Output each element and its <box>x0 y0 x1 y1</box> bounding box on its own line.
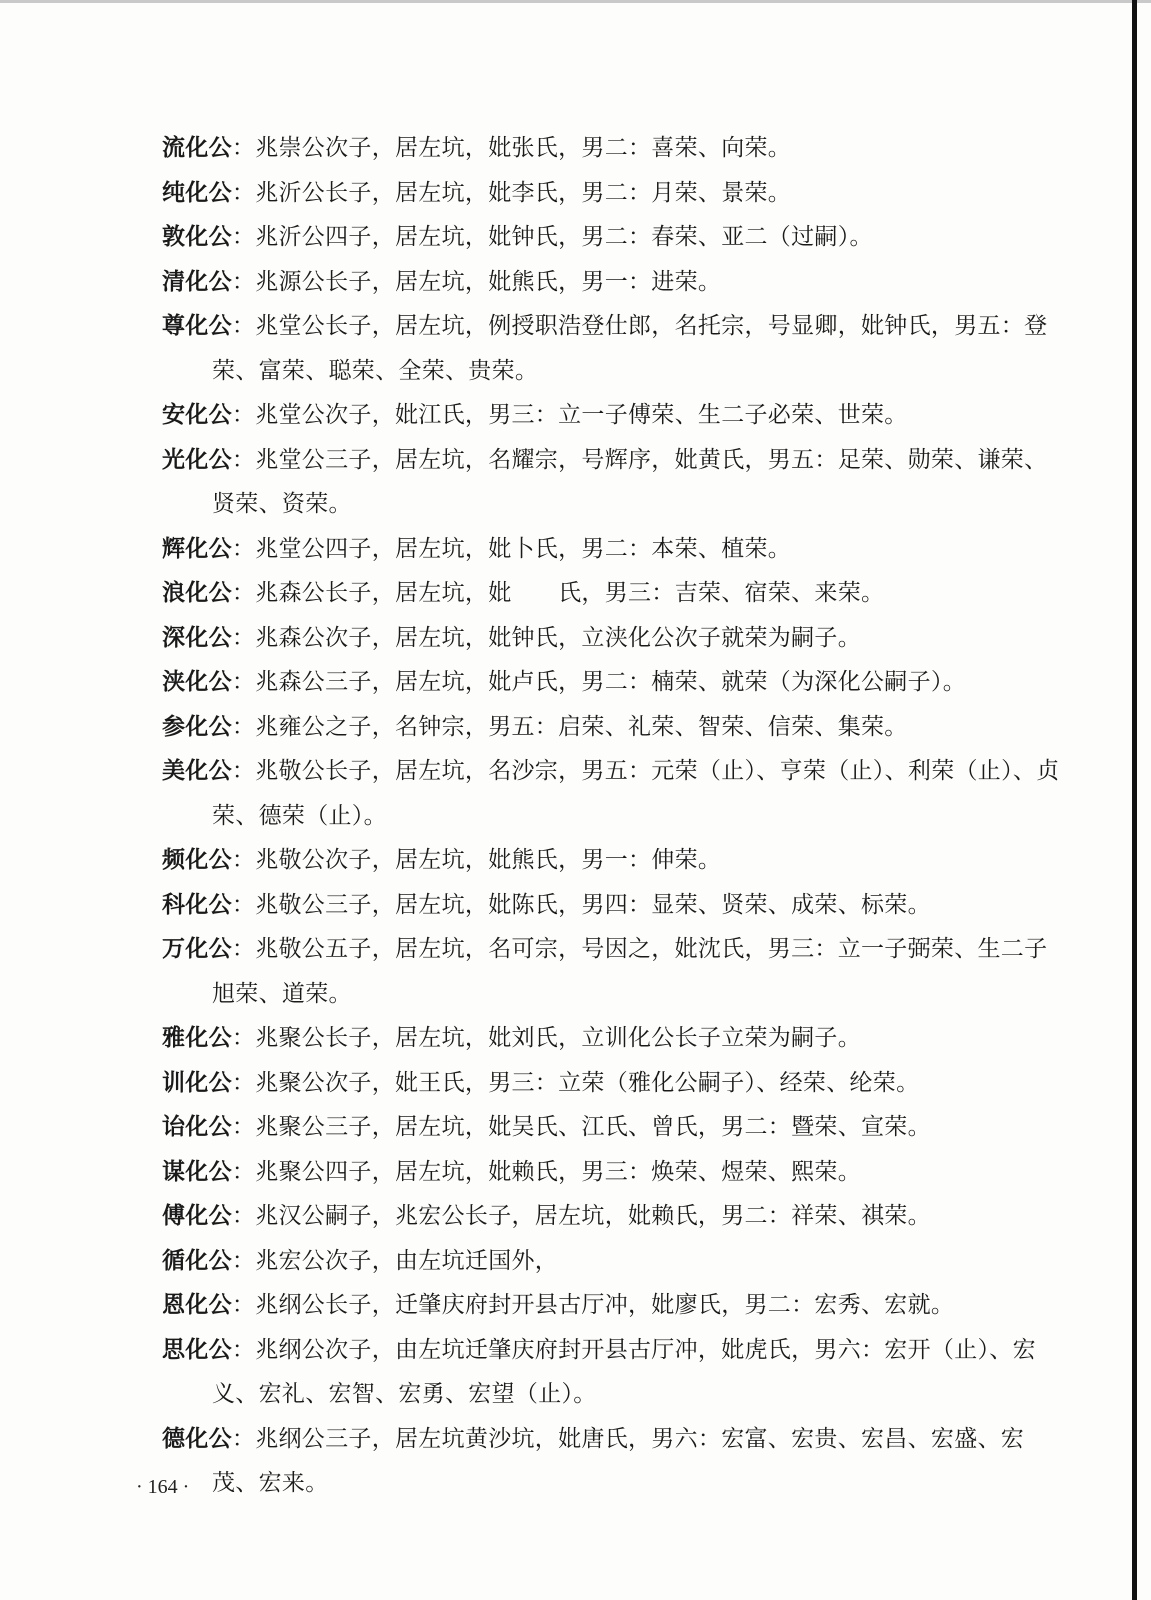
entry-6 <box>162 393 1062 438</box>
entry-name: 清化公 <box>162 268 232 295</box>
genealogy-entries <box>162 126 1062 1506</box>
entry-3 <box>162 215 1062 260</box>
entry-text: ：兆敬公五子，居左坑，名可宗，号因之，妣沈氏，男三：立一子弼荣、生二子旭荣、道荣。 <box>212 936 1048 1007</box>
entry-20 <box>162 1150 1062 1195</box>
scan-top-edge <box>0 0 1151 3</box>
entry-17 <box>162 1016 1062 1061</box>
entry-text: ：兆宏公次子，由左坑迁国外， <box>231 1247 559 1274</box>
entry-16 <box>162 927 1062 1016</box>
entry-8 <box>162 527 1062 572</box>
entry-name: 频化公 <box>162 847 232 873</box>
entry-text: ：兆沂公四子，居左坑，妣钟氏，男二：春荣、亚二（过嗣）。 <box>231 224 873 250</box>
entry-text: ：兆森公次子，居左坑，妣钟氏，立浃化公次子就荣为嗣子。 <box>231 624 862 651</box>
entry-11 <box>162 660 1062 705</box>
entry-text: ：兆聚公次子，妣王氏，男三：立荣（雅化公嗣子）、经荣、纶荣。 <box>231 1069 920 1096</box>
entry-25 <box>162 1417 1062 1506</box>
entry-21 <box>162 1194 1062 1239</box>
entry-name: 科化公 <box>162 891 232 918</box>
entry-13 <box>162 749 1062 838</box>
entry-name: 循化公 <box>162 1247 232 1274</box>
entry-name: 浃化公 <box>162 669 232 695</box>
entry-name: 纯化公 <box>162 179 232 206</box>
entry-14 <box>162 838 1062 883</box>
entry-text: ：兆森公长子，居左坑，妣 氏，男三：吉荣、宿荣、来荣。 <box>231 580 885 606</box>
entry-10 <box>162 616 1062 661</box>
entry-name: 参化公 <box>162 713 232 740</box>
entry-text: ：兆沂公长子，居左坑，妣李氏，男二：月荣、景荣。 <box>231 179 792 206</box>
entry-name: 辉化公 <box>162 535 232 562</box>
entry-text: ：兆聚公三子，居左坑，妣吴氏、江氏、曾氏，男二：暨荣、宣荣。 <box>231 1114 931 1140</box>
entry-text: ：兆森公三子，居左坑，妣卢氏，男二：楠荣、就荣（为深化公嗣子）。 <box>231 669 967 695</box>
entry-text: ：兆雍公之子，名钟宗，男五：启荣、礼荣、智荣、信荣、集荣。 <box>231 713 908 740</box>
entry-name: 诒化公 <box>162 1114 232 1140</box>
entry-name: 安化公 <box>162 402 232 428</box>
entry-name: 尊化公 <box>162 313 232 339</box>
entry-text: ：兆崇公次子，居左坑，妣张氏，男二：喜荣、向荣。 <box>231 135 792 161</box>
entry-name: 恩化公 <box>162 1292 232 1318</box>
entry-1 <box>162 126 1062 171</box>
entry-name: 雅化公 <box>162 1025 232 1051</box>
entry-text: ：兆聚公四子，居左坑，妣赖氏，男三：焕荣、煜荣、熙荣。 <box>231 1158 862 1185</box>
entry-text: ：兆敬公三子，居左坑，妣陈氏，男四：显荣、贤荣、成荣、标荣。 <box>231 891 931 918</box>
entry-text: ：兆汉公嗣子，兆宏公长子，居左坑，妣赖氏，男二：祥荣、祺荣。 <box>231 1203 931 1229</box>
scan-right-edge <box>1132 0 1137 1600</box>
entry-text: ：兆堂公三子，居左坑，名耀宗，号辉序，妣黄氏，男五：足荣、勋荣、谦荣、贤荣、资荣。 <box>212 446 1048 517</box>
entry-9 <box>162 571 1062 616</box>
entry-text: ：兆堂公长子，居左坑，例授职浩登仕郎，名托宗，号显卿，妣钟氏，男五：登荣、富荣、聪荣、全荣、贵荣。 <box>212 313 1048 384</box>
entry-text: ：兆堂公四子，居左坑，妣卜氏，男二：本荣、植荣。 <box>231 535 792 562</box>
entry-text: ：兆敬公长子，居左坑，名沙宗，男五：元荣（止）、亨荣（止）、利荣（止）、贞荣、德荣（止）。 <box>212 758 1060 829</box>
entry-text: ：兆聚公长子，居左坑，妣刘氏，立训化公长子立荣为嗣子。 <box>231 1025 862 1051</box>
entry-name: 万化公 <box>162 936 232 962</box>
entry-18 <box>162 1061 1062 1106</box>
entry-name: 德化公 <box>162 1425 232 1452</box>
entry-23 <box>162 1283 1062 1328</box>
entry-15 <box>162 883 1062 928</box>
entry-name: 深化公 <box>162 624 232 651</box>
entry-name: 敦化公 <box>162 224 232 250</box>
entry-12 <box>162 705 1062 750</box>
entry-name: 思化公 <box>162 1336 232 1363</box>
entry-5 <box>162 304 1062 393</box>
entry-text: ：兆纲公三子，居左坑黄沙坑，妣唐氏，男六：宏富、宏贵、宏昌、宏盛、宏茂、宏来。 <box>212 1425 1025 1496</box>
page-number: · 164 · <box>136 1476 190 1498</box>
entry-text: ：兆敬公次子，居左坑，妣熊氏，男一：伸荣。 <box>231 847 722 873</box>
entry-24 <box>162 1328 1062 1417</box>
entry-7 <box>162 438 1062 527</box>
entry-name: 训化公 <box>162 1069 232 1096</box>
entry-22 <box>162 1239 1062 1284</box>
entry-4 <box>162 260 1062 305</box>
entry-name: 浪化公 <box>162 580 232 606</box>
entry-name: 傅化公 <box>162 1203 232 1229</box>
entry-text: ：兆堂公次子，妣江氏，男三：立一子傅荣、生二子必荣、世荣。 <box>231 402 908 428</box>
entry-text: ：兆源公长子，居左坑，妣熊氏，男一：进荣。 <box>231 268 722 295</box>
entry-19 <box>162 1105 1062 1150</box>
entry-text: ：兆纲公次子，由左坑迁肇庆府封开县古厅冲，妣虎氏，男六：宏开（止）、宏义、宏礼、宏智、宏勇、宏望（止）。 <box>212 1336 1036 1407</box>
entry-text: ：兆纲公长子，迁肇庆府封开县古厅冲，妣廖氏，男二：宏秀、宏就。 <box>231 1292 955 1318</box>
entry-name: 美化公 <box>162 758 232 784</box>
entry-2 <box>162 171 1062 216</box>
entry-name: 光化公 <box>162 446 232 473</box>
entry-name: 流化公 <box>162 135 232 161</box>
entry-name: 谋化公 <box>162 1158 232 1185</box>
